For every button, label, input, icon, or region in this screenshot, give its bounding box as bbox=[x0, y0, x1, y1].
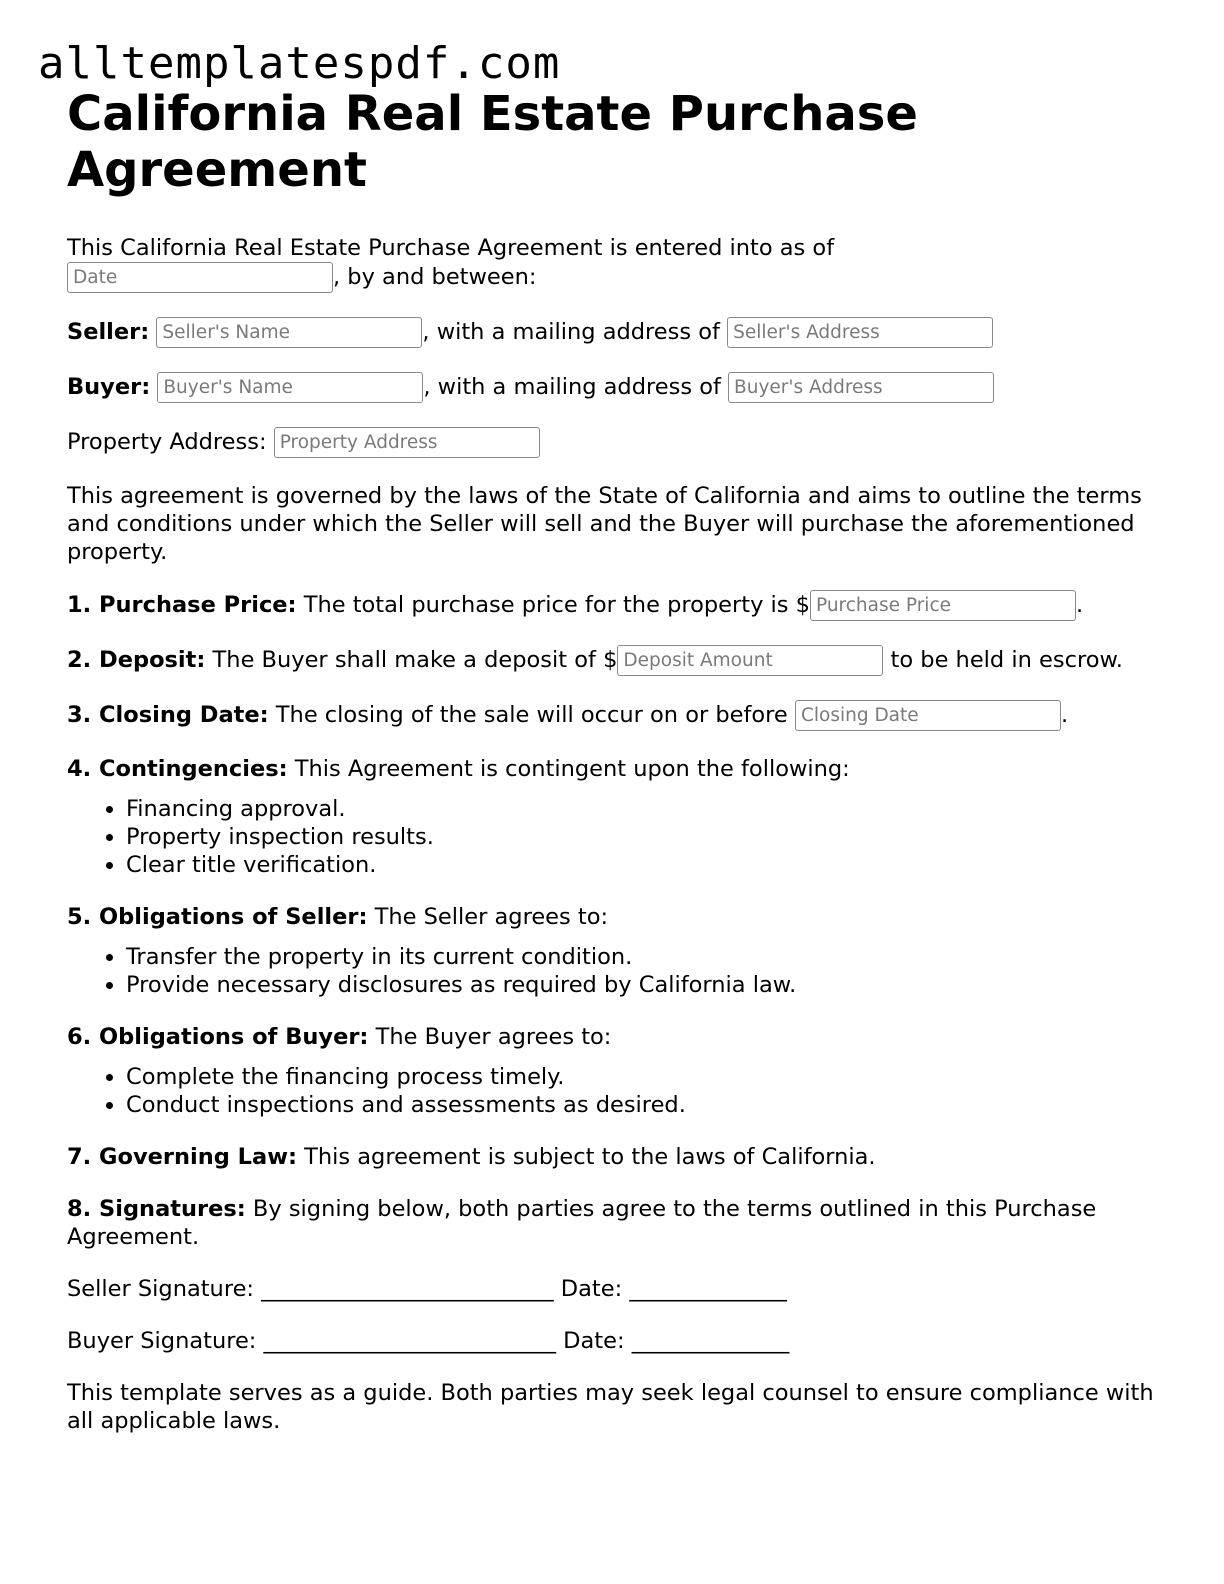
buyer-signature-line: Buyer Signature: __________________________ Date: ______________ bbox=[67, 1328, 790, 1354]
list-item: • Provide necessary disclosures as required by California law. bbox=[126, 971, 1157, 999]
governing-paragraph: This agreement is governed by the laws of the State of California and aims to outline the terms and conditions under which the Seller will sell and the Buyer will purchase the aforementioned property. bbox=[67, 483, 1142, 565]
property-row bbox=[67, 427, 1157, 458]
contingencies-text: This Agreement is contingent upon the following: bbox=[287, 756, 850, 782]
list-item: • Complete the financing process timely. bbox=[126, 1063, 1157, 1091]
buyer-name-field[interactable] bbox=[157, 372, 423, 403]
seller-label: Seller: bbox=[67, 319, 150, 345]
deposit-text: The Buyer shall make a deposit of $ bbox=[205, 647, 618, 673]
contingencies-heading: 4. Contingencies: bbox=[67, 756, 288, 782]
closing-date-heading: 3. Closing Date: bbox=[67, 702, 269, 728]
buyer-mid-text: , with a mailing address of bbox=[423, 374, 721, 400]
date-field[interactable] bbox=[67, 262, 333, 293]
governing-law-heading: 7. Governing Law: bbox=[67, 1144, 297, 1170]
deposit-heading: 2. Deposit: bbox=[67, 647, 206, 673]
section-governing-law bbox=[67, 1143, 1157, 1171]
section-signatures bbox=[67, 1195, 1157, 1251]
section-closing-date bbox=[67, 700, 1157, 731]
intro-paragraph bbox=[67, 234, 1157, 293]
seller-row bbox=[67, 317, 1157, 348]
deposit-amount-field[interactable] bbox=[617, 645, 883, 676]
buyer-obligations-heading: 6. Obligations of Buyer: bbox=[67, 1024, 369, 1050]
purchase-price-field[interactable] bbox=[810, 590, 1076, 621]
purchase-price-heading: 1. Purchase Price: bbox=[67, 592, 297, 618]
list-item: • Financing approval. bbox=[126, 795, 1157, 823]
document bbox=[67, 86, 1157, 1435]
property-label: Property Address: bbox=[67, 429, 267, 455]
contingencies-list bbox=[67, 795, 1157, 879]
signatures-text: By signing below, both parties agree to the terms outlined in this Purchase Agreement. bbox=[67, 1196, 1097, 1250]
list-item: • Clear title verification. bbox=[126, 851, 1157, 879]
purchase-price-text: The total purchase price for the property is $ bbox=[296, 592, 810, 618]
buyer-obligations-text: The Buyer agrees to: bbox=[368, 1024, 612, 1050]
seller-obligations-list bbox=[67, 943, 1157, 999]
seller-address-field[interactable] bbox=[727, 317, 993, 348]
closing-date-text: The closing of the sale will occur on or before bbox=[268, 702, 795, 728]
seller-obligations-heading: 5. Obligations of Seller: bbox=[67, 904, 368, 930]
closing-date-end: . bbox=[1060, 702, 1069, 728]
buyer-label: Buyer: bbox=[67, 374, 151, 400]
section-contingencies bbox=[67, 755, 1157, 783]
buyer-row bbox=[67, 372, 1157, 403]
governing-law-text: This agreement is subject to the laws of California. bbox=[296, 1144, 876, 1170]
signatures-heading: 8. Signatures: bbox=[67, 1196, 246, 1222]
section-purchase-price bbox=[67, 590, 1157, 621]
watermark: alltemplatespdf.com bbox=[38, 38, 561, 89]
deposit-end: to be held in escrow. bbox=[883, 647, 1123, 673]
document-title: California Real Estate Purchase Agreement bbox=[67, 86, 918, 198]
purchase-price-end: . bbox=[1075, 592, 1084, 618]
buyer-address-field[interactable] bbox=[728, 372, 994, 403]
property-address-field[interactable] bbox=[274, 427, 540, 458]
closing-date-field[interactable] bbox=[795, 700, 1061, 731]
footer-note: This template serves as a guide. Both parties may seek legal counsel to ensure compliance with all applicable laws. bbox=[67, 1380, 1154, 1434]
seller-obligations-text: The Seller agrees to: bbox=[367, 904, 609, 930]
section-deposit bbox=[67, 645, 1157, 676]
section-seller-obligations bbox=[67, 903, 1157, 931]
intro-text-after: , by and between: bbox=[333, 264, 537, 290]
list-item: • Property inspection results. bbox=[126, 823, 1157, 851]
seller-name-field[interactable] bbox=[156, 317, 422, 348]
seller-signature-line: Seller Signature: __________________________ Date: ______________ bbox=[67, 1276, 787, 1302]
list-item: • Conduct inspections and assessments as desired. bbox=[126, 1091, 1157, 1119]
intro-text: This California Real Estate Purchase Agreement is entered into as of bbox=[67, 235, 835, 261]
buyer-obligations-list bbox=[67, 1063, 1157, 1119]
section-buyer-obligations bbox=[67, 1023, 1157, 1051]
list-item: • Transfer the property in its current condition. bbox=[126, 943, 1157, 971]
seller-mid-text: , with a mailing address of bbox=[422, 319, 720, 345]
